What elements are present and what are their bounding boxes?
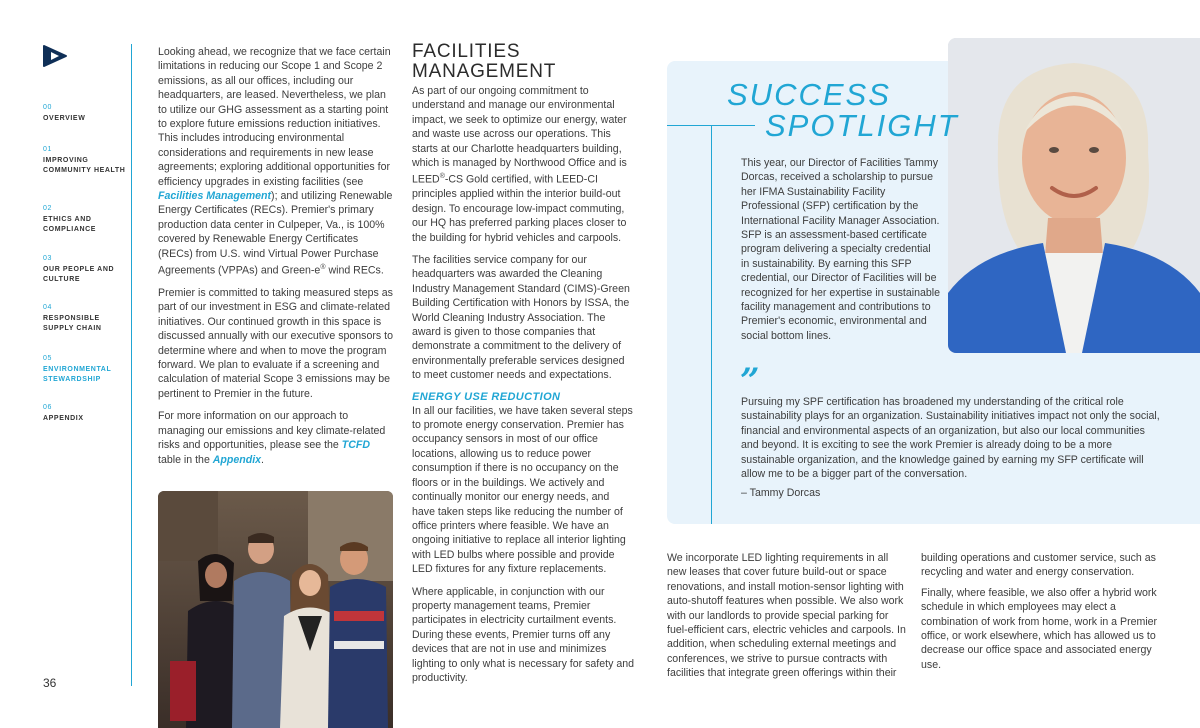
text-run: Looking ahead, we recognize that we face certain limitations in reducing our Scope 1 and Scope 2 emissions, as all our offices, including our headquarters, are leased. Nevertheless, we plan to utilize our GHG assessment as a starting point to explore future emissions reduction initiatives. This includes introducing environmental considerations and requirements in new lease agreements; exploring additional opportunities for efficiency upgrades in existing facilities (see	[158, 46, 391, 188]
nav-item-label: OVERVIEW	[43, 115, 86, 122]
text-run: As part of our ongoing commitment to understand and manage our environmental impact, we seek to optimize our energy, water and waste use across our operations. This starts at our Charlotte headquarters building, which is managed by Northwood Office and is LEED	[412, 85, 627, 186]
emissions-text-column	[158, 45, 395, 475]
nav-item-label: OUR PEOPLE AND CULTURE	[43, 266, 115, 283]
paragraph: Premier is committed to taking measured steps as part of our investment in ESG and climate-related initiatives. Our continued growth in this space is discussed annually with our executive sponsors to determine where and when to move the program forward. We plan to evaluate if a screening and calculation of material Scope 3 emissions may be pertinent to Premier in the future.	[158, 287, 393, 400]
nav-item-number: 04	[43, 304, 52, 311]
paragraph	[412, 84, 634, 245]
nav-item-number: 05	[43, 355, 52, 362]
nav-item-our-people-and-culture[interactable]	[43, 254, 133, 285]
paragraph: building operations and customer service, such as recycling and water and energy conservation.	[921, 552, 1156, 579]
paragraph	[158, 45, 395, 278]
spotlight-title-line2: SPOTLIGHT	[765, 108, 959, 143]
nav-item-label: RESPONSIBLE SUPPLY CHAIN	[43, 315, 102, 332]
text-run: -CS Gold certified, with LEED-CI principles applied within the interior build-out design. To encourage low-impact commuting, our HQ has preferred parking places closer to the building for hybrid vehicles and carpools.	[412, 173, 627, 244]
nav-item-overview[interactable]	[43, 103, 133, 124]
team-group-photo	[158, 491, 393, 728]
spotlight-title-line1: SUCCESS	[727, 77, 891, 112]
spotlight-body-text: This year, our Director of Facilities Tammy Dorcas, received a scholarship to pursue her IFMA Sustainability Facility Professional (SFP) certification by the International Facility Manager Association. SFP is an assessment-based certificate program delivering a specialty credential in sustainability. By earning this SFP credential, our Director of Facilities will be recognized for her expertise in sustainable facility management and contributions to Premier's economic, environmental and social bottom lines.	[741, 157, 941, 342]
page-number: 36	[43, 676, 57, 690]
text-run: wind RECs.	[325, 264, 384, 277]
nav-item-label: IMPROVING COMMUNITY HEALTH	[43, 157, 126, 174]
spotlight-vertical-rule	[711, 126, 712, 524]
nav-item-improving-community-health[interactable]	[43, 145, 133, 176]
subsection-heading: ENERGY USE REDUCTION	[412, 390, 561, 403]
registered-mark: ®	[320, 264, 326, 272]
section-heading: FACILITIES MANAGEMENT	[412, 41, 557, 82]
paragraph	[158, 409, 395, 467]
premier-logo-icon[interactable]	[42, 44, 68, 68]
registered-mark: ®	[439, 173, 445, 181]
tcfd-link[interactable]: TCFD	[341, 439, 370, 452]
led-lighting-column	[667, 551, 907, 681]
text-run: For more information on our approach to managing our emissions and key climate-related risks and opportunities, please see the	[158, 410, 386, 452]
text-run: ); and utilizing Renewable Energy Certificates (RECs). Premier's primary production data center in Culpeper, Va., is 100% covered by Renewable Energy Certificates (RECs) from U.S. wind Virtual Power Purchase Agreements (VPPAs) and Green-e	[158, 190, 393, 277]
quote-author: – Tammy Dorcas	[741, 487, 821, 499]
spotlight-quote: Pursuing my SPF certification has broadened my understanding of the critical role sustainability plays for an organization. Sustainability initiatives impact not only the social, financial and environmental aspects of an organization, but also our local communities and beyond. It is exciting to see the work Premier is already doing to be a more sustainable organization, and the knowledge gained by earning my SFP certificate will allow me to be a bigger part of the conversation.	[741, 396, 1160, 481]
paragraph: We incorporate LED lighting requirements in all new leases that cover future build-out or space renovations, and install motion-sensor lighting with auto-shutoff features when possible. We also work with our landlords to provide special parking for fuel-efficient cars, electric vehicles and carpools. In addition, when scheduling external meetings and conferences, we strive to pursue contracts with facilities that integrate green offerings within their	[667, 552, 906, 680]
nav-item-number: 02	[43, 205, 52, 212]
tammy-dorcas-portrait	[948, 38, 1200, 353]
nav-item-label: ETHICS AND COMPLIANCE	[43, 216, 97, 233]
paragraph: In all our facilities, we have taken several steps to promote energy conservation. Premier has occupancy sensors in most of our office locations, allowing us to reduce power consumption if there is no occupancy on the floors or in the buildings. We actively and continually monitor our energy needs, and have taken steps like reducing the number of office printers where feasible. We have an ongoing initiative to replace all interior lighting with LED bulbs where possible and provide LED fixtures for any fixture replacements.	[412, 404, 633, 576]
nav-item-number: 03	[43, 255, 52, 262]
text-run: .	[261, 453, 264, 466]
nav-item-number: 01	[43, 146, 52, 153]
paragraph: Where applicable, in conjunction with our property management teams, Premier participates in electricity curtailment events. During these events, Premier turns off any devices that are not in use and minimizes lighting to only what is necessary for safety and productivity.	[412, 585, 634, 684]
nav-item-label: ENVIRONMENTAL STEWARDSHIP	[43, 366, 112, 383]
nav-item-number: 06	[43, 404, 52, 411]
facilities-management-column	[412, 42, 634, 693]
paragraph: Finally, where feasible, we also offer a hybrid work schedule in which employees may elect a combination of work from home, work in a Premier office, or work elsewhere, which has allowed us to decrease our office space and associated energy use.	[921, 586, 1158, 671]
nav-item-number: 00	[43, 104, 52, 111]
nav-item-environmental-stewardship[interactable]	[43, 354, 133, 385]
quote-mark-icon: ”	[740, 361, 760, 401]
nav-item-responsible-supply-chain[interactable]	[43, 303, 133, 334]
hybrid-work-column	[921, 551, 1161, 678]
facilities-management-link[interactable]: Facilities Management	[158, 190, 272, 203]
paragraph: The facilities service company for our headquarters was awarded the Cleaning Industry Management Standard (CIMS)-Green Building Certification with Honors by ISSA, the World Cleaning Industry Association. The award is given to those companies that demonstrate a commitment to the delivery of environmentally preferable services designed to meet customer needs and expectations.	[412, 254, 630, 382]
text-run: table in the	[158, 453, 213, 466]
nav-item-ethics-and-compliance[interactable]	[43, 204, 133, 235]
appendix-link[interactable]: Appendix	[212, 453, 262, 466]
nav-item-label: APPENDIX	[43, 415, 84, 422]
nav-item-appendix[interactable]	[43, 403, 133, 424]
